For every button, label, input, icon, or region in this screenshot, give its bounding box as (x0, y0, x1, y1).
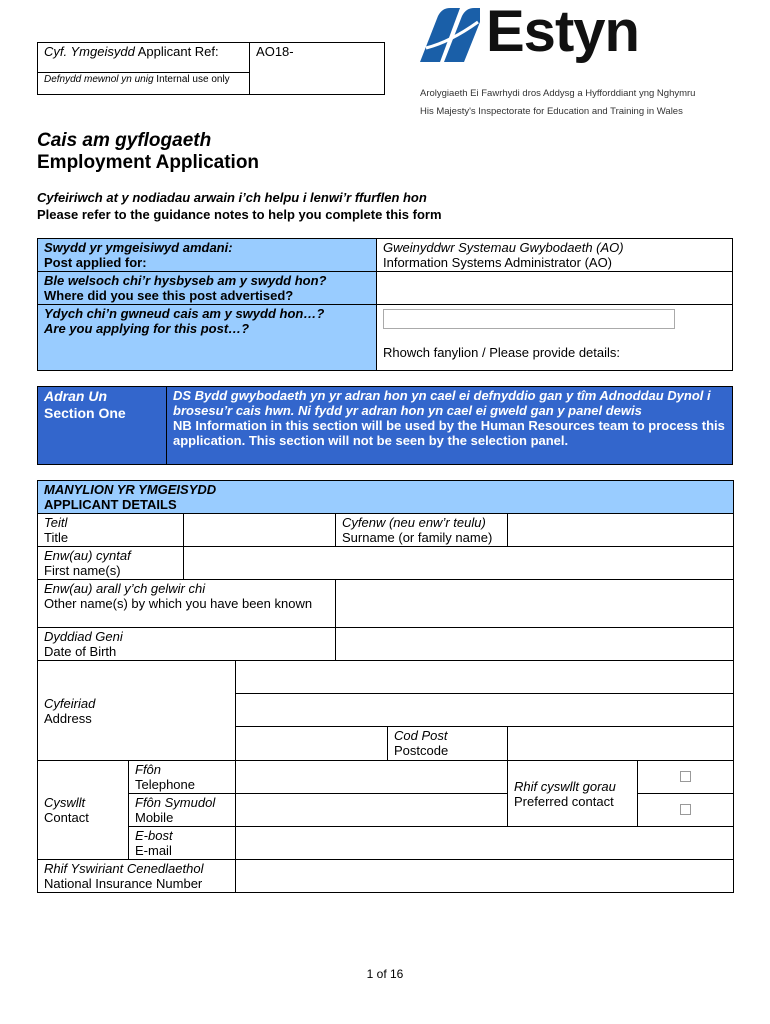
instructions-en: Please refer to the guidance notes to help you complete this form (37, 207, 442, 222)
mobile-field[interactable] (236, 794, 508, 827)
page-number: 1 of 16 (366, 967, 404, 981)
address-line-2[interactable] (236, 694, 734, 727)
section-one-note-en: NB Information in this section will be used by the Human Resources team to process this application. This section will not be seen by the selection panel. (173, 418, 725, 448)
post-value-en: Information Systems Administrator (AO) (383, 255, 613, 270)
first-name-field[interactable] (184, 547, 734, 580)
surname-label-en: Surname (or family name) (342, 530, 493, 545)
section-one-note-cy: DS Bydd gwybodaeth yn yr adran hon yn cael ei defnyddio gan y tîm Adnoddau Dynol i brosesu’r cais hwn. Ni fydd yr adran hon yn cael ei gweld gan y panel dewis (173, 388, 711, 418)
postcode-field[interactable] (508, 727, 734, 761)
mobile-label-cy: Ffôn Symudol (135, 795, 216, 810)
estyn-wordmark: Estyn (486, 0, 639, 64)
applying-label-en: Are you applying for this post…? (44, 321, 250, 336)
ni-number-field[interactable] (236, 860, 734, 893)
surname-label-cy: Cyfenw (neu enw’r teulu) (342, 515, 486, 530)
address-label-cy: Cyfeiriad (44, 695, 96, 711)
surname-field[interactable] (508, 514, 734, 547)
applying-label-cy: Ydych chi’n gwneud cais am y swydd hon…? (44, 306, 325, 321)
telephone-label-en: Telephone (135, 777, 195, 792)
email-label-en: E-mail (135, 843, 172, 858)
dob-label-cy: Dyddiad Geni (44, 629, 123, 644)
advert-label-en: Where did you see this post advertised? (44, 288, 294, 303)
section-one-title-cy: Adran Un (44, 388, 107, 404)
email-field[interactable] (236, 827, 734, 860)
post-label-en: Post applied for: (44, 255, 147, 270)
applicant-details-table (37, 480, 734, 893)
other-names-field[interactable] (336, 580, 734, 628)
page-title-cy: Cais am gyflogaeth (37, 130, 212, 151)
applicant-ref-box (37, 42, 385, 95)
section-one-title-en: Section One (44, 405, 126, 421)
logo-tagline-cy: Arolygiaeth Ei Fawrhydi dros Addysg a Hyfforddiant yng Nghymru (420, 88, 696, 99)
telephone-field[interactable] (236, 761, 508, 794)
telephone-label-cy: Ffôn (135, 762, 162, 777)
section-one-banner (37, 386, 733, 465)
preferred-label-cy: Rhif cyswllt gorau (514, 778, 616, 794)
details-prompt: Rhowch fanylion / Please provide details: (383, 345, 621, 360)
mobile-label-en: Mobile (135, 810, 174, 825)
ni-label-cy: Rhif Yswiriant Cenedlaethol (44, 861, 204, 876)
preferred-label-en: Preferred contact (514, 793, 614, 809)
estyn-mark-icon (420, 8, 480, 62)
title-field[interactable] (184, 514, 336, 547)
estyn-logo (418, 0, 728, 117)
applicant-header-cy: MANYLION YR YMGEISYDD (44, 482, 217, 497)
title-label-en: Title (44, 530, 69, 545)
postcode-label-cy: Cod Post (394, 728, 448, 743)
ref-label-en: Applicant Ref: (137, 44, 219, 59)
preferred-telephone-checkbox[interactable] (680, 771, 691, 782)
title-label-cy: Teitl (44, 515, 68, 530)
advert-label-cy: Ble welsoch chi’r hysbyseb am y swydd hon? (44, 273, 327, 288)
other-names-label-cy: Enw(au) arall y’ch gelwir chi (44, 581, 206, 596)
address-label-en: Address (44, 710, 92, 726)
preferred-mobile-checkbox[interactable] (680, 804, 691, 815)
first-name-label-cy: Enw(au) cyntaf (44, 548, 131, 563)
dob-label-en: Date of Birth (44, 644, 117, 659)
post-details-table (37, 238, 733, 371)
dob-field[interactable] (336, 628, 734, 661)
applicant-header-en: APPLICANT DETAILS (44, 497, 177, 512)
contact-label-en: Contact (44, 810, 89, 825)
ni-label-en: National Insurance Number (44, 876, 203, 891)
ref-value[interactable]: AO18- (250, 43, 385, 95)
first-name-label-en: First name(s) (44, 563, 121, 578)
logo-tagline-en: His Majesty's Inspectorate for Education and Training in Wales (420, 106, 683, 117)
advert-field[interactable] (377, 272, 733, 305)
internal-use-en: Internal use only (156, 74, 230, 85)
address-line-3[interactable] (236, 727, 388, 761)
instructions-cy: Cyfeiriwch at y nodiadau arwain i’ch helpu i lenwi’r ffurflen hon (37, 190, 427, 205)
address-line-1[interactable] (236, 661, 734, 694)
ref-label-cy: Cyf. Ymgeisydd (44, 44, 135, 59)
postcode-label-en: Postcode (394, 743, 449, 758)
page-title-en: Employment Application (37, 152, 260, 173)
applying-select[interactable] (383, 309, 675, 329)
post-label-cy: Swydd yr ymgeisiwyd amdani: (44, 240, 233, 255)
contact-label-cy: Cyswllt (44, 795, 86, 810)
other-names-label-en: Other name(s) by which you have been known (44, 596, 313, 611)
post-value-cy: Gweinyddwr Systemau Gwybodaeth (AO) (383, 240, 624, 255)
email-label-cy: E-bost (135, 828, 173, 843)
internal-use-cy: Defnydd mewnol yn unig (44, 74, 154, 85)
